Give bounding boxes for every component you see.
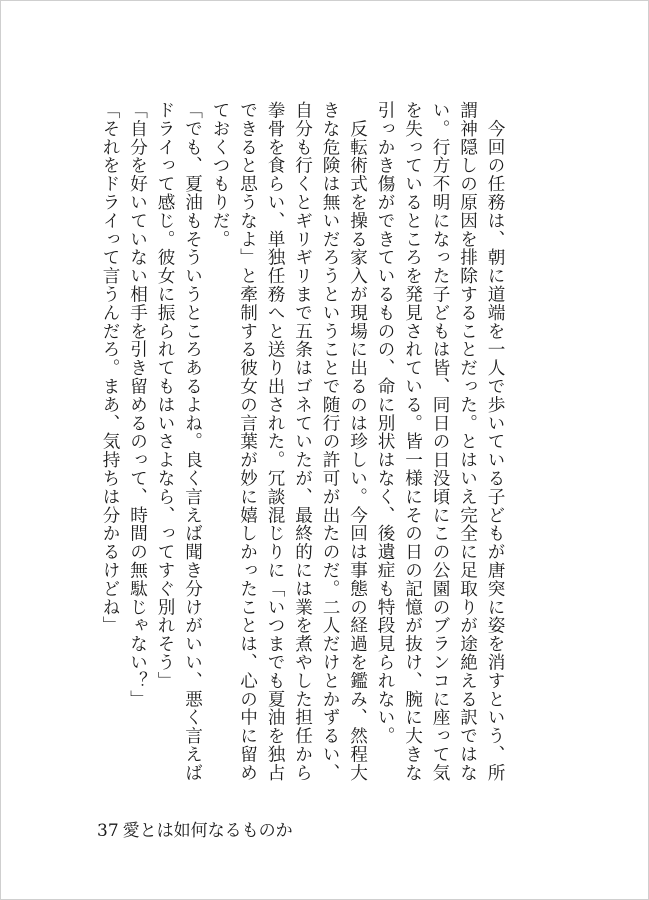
paragraph-5: 「それをドライって言うんだろ。まあ、気持ちは分かるけどね」 (100, 101, 120, 635)
paragraph-2: 反転術式を操る家入が現場に出るのは珍しい。今回は事態の経過を鑑み、然程大きな危険は無いだろうということで随行の許可が出たのだ。二人だけとかずるい、自分も行くとギリギリまで五条はゴネていたが、最終的には業を煮やした担任から拳骨を食らい、単独任務へと送り出された。冗談混じりに「いつまでも夏油を独占できると思うなよ」と牽制する彼女の言葉が妙に嬉しかったことは、心の中に留めておくつもりだ。 (210, 101, 368, 782)
page-number: 37 (97, 821, 119, 841)
page-footer (97, 820, 293, 842)
body-text (96, 101, 509, 791)
paragraph-1: 今回の任務は、朝に道端を一人で歩いている子どもが唐突に姿を消すという、所謂神隠しの原因を排除することだった。とはいえ完全に足取りが途絶える訳ではない。行方不明になった子どもは皆、同日の日没頃にこの公園のブランコに座って気を失っているところを発見されている。皆一様にその日の記憶が抜け、腕に大きな引っかき傷ができているものの、命に別状はなく、後遺症も特段見られない。 (375, 101, 505, 782)
paragraph-4: 「自分を好いていない相手を引き留めるのって、時間の無駄じゃない？」 (127, 101, 148, 709)
paragraph-3: 「でも、夏油もそういうところあるよね。良く言えば聞き分けがいい、悪く言えばドライって感じ。彼女に振られてもはいさよなら、ってすぐ別れそう」 (155, 101, 203, 782)
chapter-title: 愛とは如何なるものか (122, 821, 293, 841)
